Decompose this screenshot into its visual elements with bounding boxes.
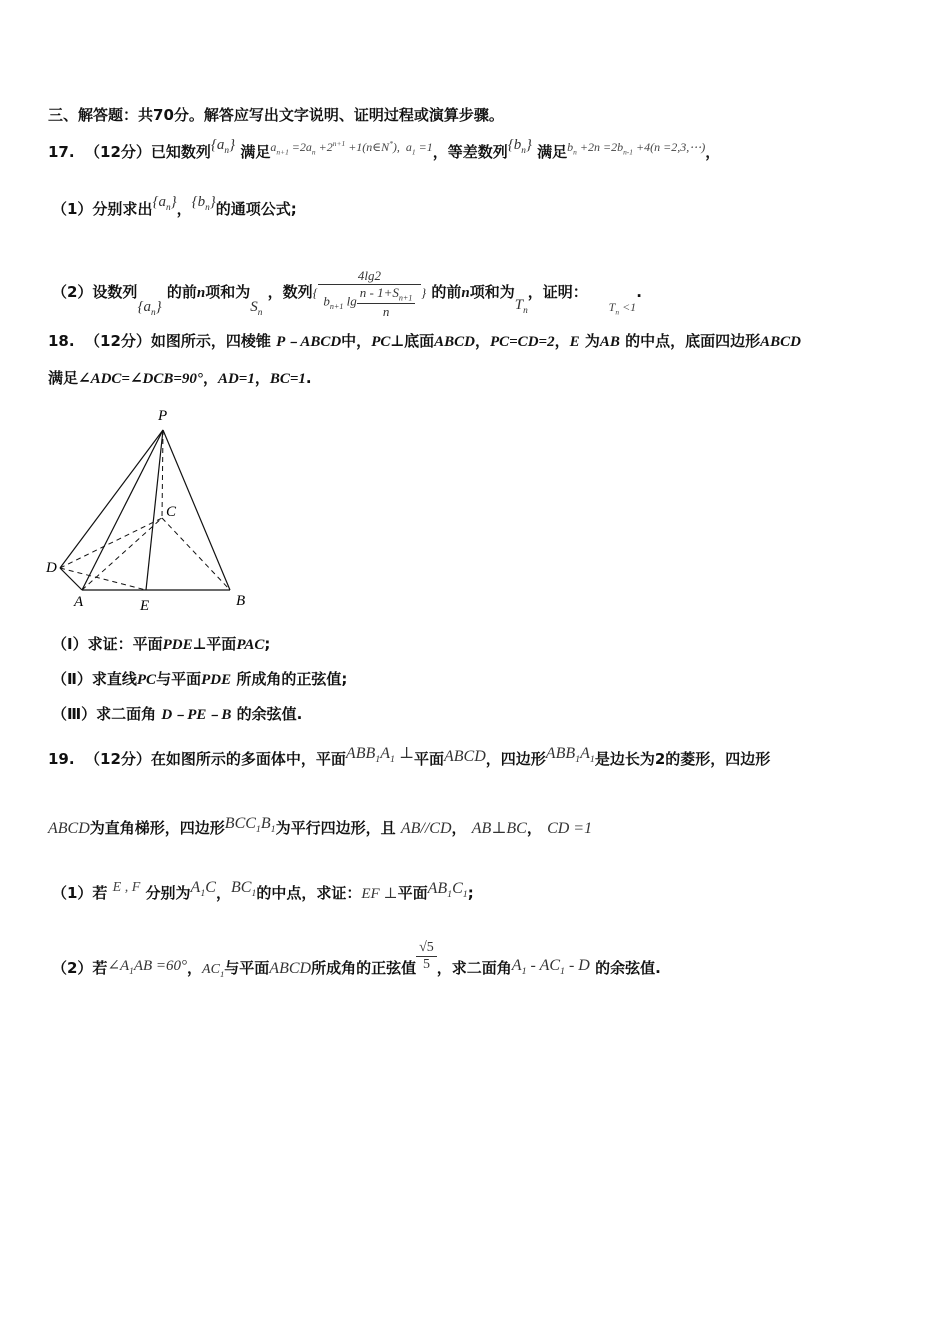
label-B: B	[236, 593, 246, 609]
q18-part2: （Ⅱ）求直线PC与平面PDE 所成角的正弦值;	[52, 670, 348, 688]
section-heading: 三、解答题：共70分。解答应写出文字说明、证明过程或演算步骤。	[48, 106, 504, 124]
sine-value: $\frac{√5}{5}$	[416, 940, 437, 973]
plane-abb1a1: $ABB_1A_1$ ⊥	[345, 745, 414, 766]
q18-stem-line1: 18. （12分）如图所示，四棱锥 P﹣ABCD中，PC⊥底面ABCD，PC=CD=2，E 为AB 的中点，底面四边形ABCD	[48, 332, 801, 350]
q17-stem: 17. （12分）已知数列$\{a_n\}$ 满足$^{a_{n+1} =2a_n +2^{n+1} +1(n\in N^*), a_1 =1}$，等差数列$\{b_n\}$ 满足$^{b_n +2n =2b_{n-1} +4(n =2,3,\cdots)}$，	[48, 137, 721, 161]
label-P: P	[158, 408, 168, 424]
dihedral-angle: $A_1 - AC_1$ - D	[511, 957, 590, 978]
q17-part1: （1）分别求出$\{a_n\}$，$\{b_n\}$的通项公式;	[52, 194, 297, 218]
seq-a: $\{a_n\}$	[210, 137, 236, 156]
label-C: C	[166, 504, 177, 520]
q19-stem-line2: ABCD为直角梯形，四边形$BCC_1B_1$为平行四边形，且 AB//CD， AB⊥BC， CD =1	[48, 815, 593, 837]
q19-part2: （2）若$\angle A_1AB =60^\circ$，$AC_1$与平面ABCD所成角的正弦值 $\frac{√5}{5}$ ，求二面角$A_1 - AC_1$ - D 的余弦值.	[52, 940, 661, 979]
label-A: A	[74, 594, 84, 610]
label-D: D	[46, 560, 57, 576]
label-E: E	[140, 598, 150, 614]
q17-number: 17.	[48, 143, 75, 161]
sequence-fraction: { 4lg2 $b_{n+1}$ lg $\frac{n - 1+S_{n+1}}{n}$ }	[312, 268, 427, 319]
q18-part3: （Ⅲ）求二面角 D﹣PE﹣B 的余弦值.	[52, 705, 303, 723]
q19-stem-line1: 19. （12分）在如图所示的多面体中，平面$ABB_1A_1$ ⊥平面ABCD，四边形$ABB_1A_1$是边长为2的菱形，四边形	[48, 745, 771, 768]
q19-part1: （1）若 E , F 分别为$A_1C$，$BC_1$的中点，求证：EF ⊥平面$AB_1C_1$;	[52, 879, 474, 902]
edge-PA	[82, 430, 163, 590]
edge-CB	[162, 518, 230, 590]
q18-part1: （Ⅰ）求证：平面PDE⊥平面PAC;	[52, 635, 271, 653]
q18-stem-line2: 满足∠ADC=∠DCB=90°，AD=1，BC=1.	[48, 369, 312, 387]
q17-score: （12分）	[85, 143, 151, 161]
recurrence-a: an+1 =2an +2n+1 +1(n∈N*), a1 =1	[270, 139, 433, 157]
q19-number: 19.	[48, 750, 75, 768]
inequality: Tn <1	[608, 299, 637, 317]
q18-number: 18.	[48, 332, 75, 350]
relation-b: bn +2n =2bn-1 +4(n =2,3,⋯)	[567, 140, 706, 157]
pyramid-figure	[40, 400, 270, 620]
seq-b: $\{b_n\}$	[507, 137, 532, 156]
edge-DC	[60, 518, 162, 568]
edge-PD	[60, 430, 163, 568]
q17-part2: （2）设数列$\{a_n\}$ 的前n项和为$S_n$ ，数列{ 4lg2 $b_{n+1}$ lg $\frac{n - 1+S_{n+1}}{n}$ } 的前n项和为$T_n$，证明： $_{T_n <1}$.	[52, 268, 642, 319]
edge-PE	[146, 430, 163, 590]
quad-bcc1b1: $BCC_1B_1$	[224, 815, 276, 836]
